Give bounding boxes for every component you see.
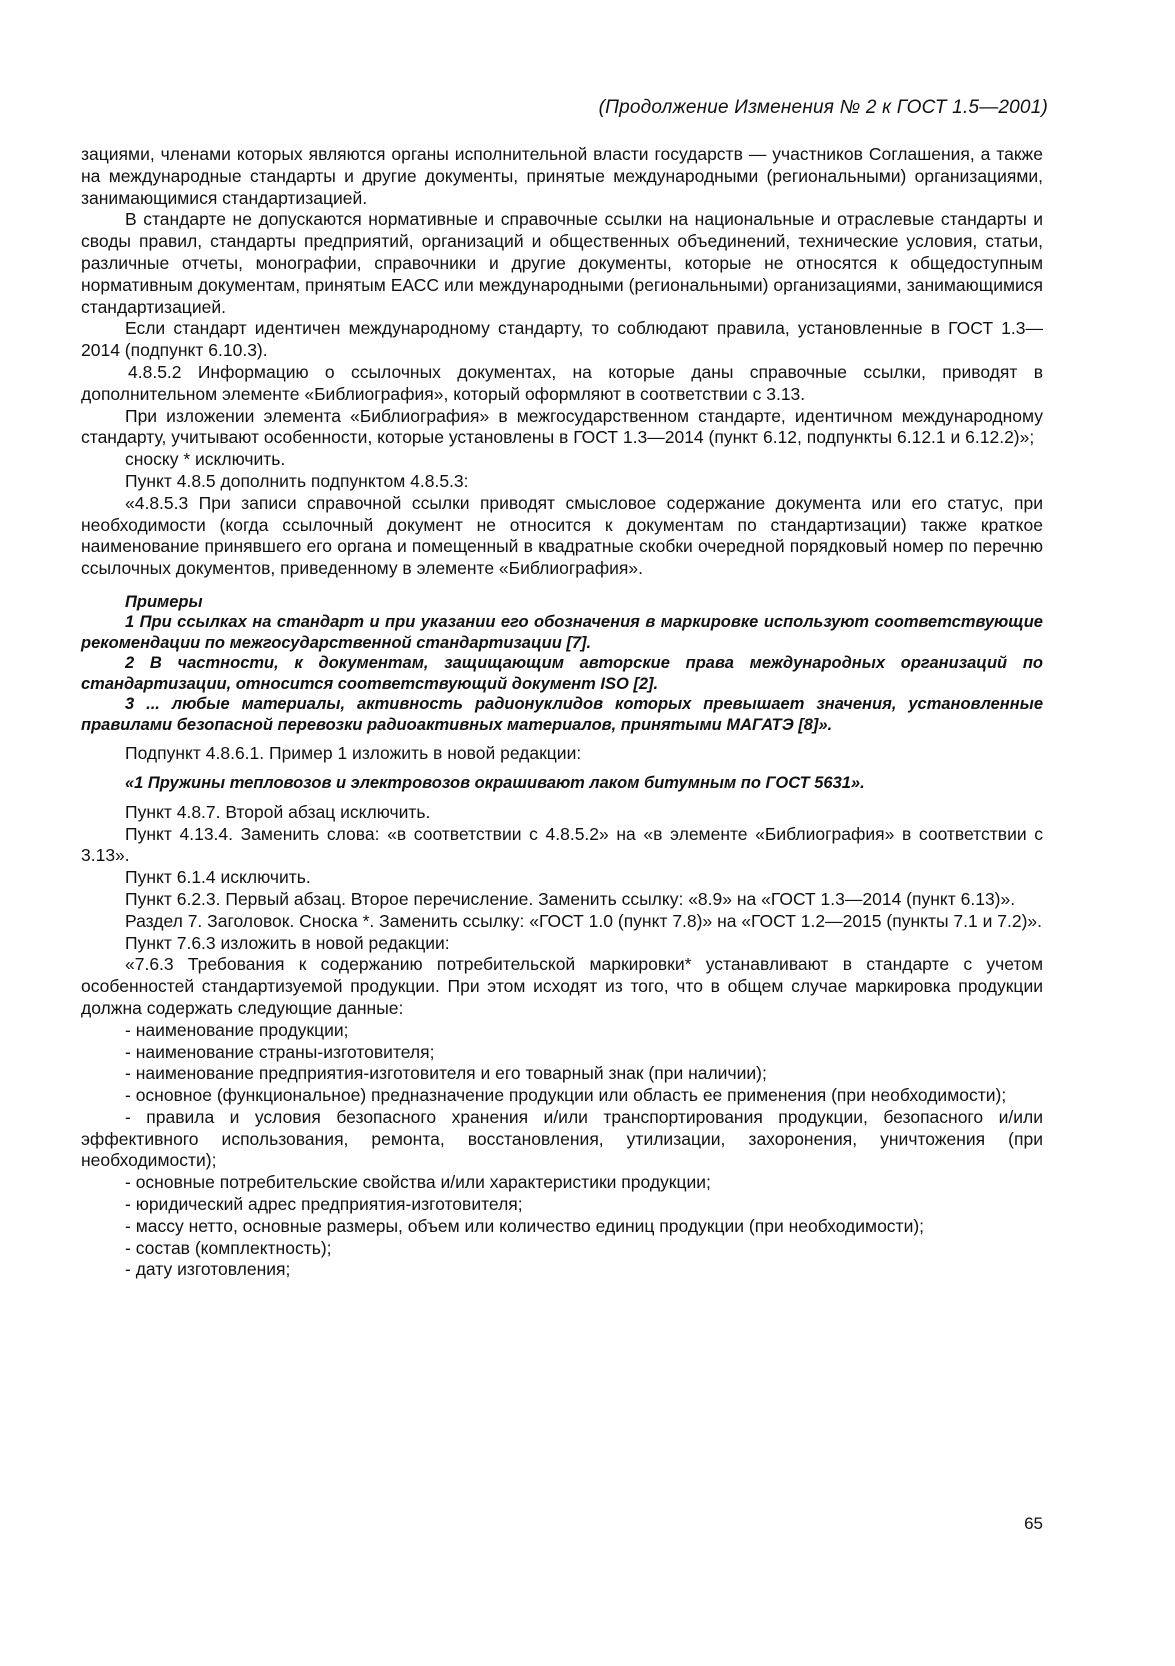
paragraph: Раздел 7. Заголовок. Сноска *. Заменить ссылку: «ГОСТ 1.0 (пункт 7.8)» на «ГОСТ 1.2—2015 (пункты 7.1 и 7.2)». xyxy=(125,910,1042,931)
example-item: 3 ... любые материалы, активность радионуклидов которых превышает значения, установленные правилами безопасной перевозки радиоактивных материалов, принятыми МАГАТЭ [8]». xyxy=(81,695,1043,734)
paragraph: В стандарте не допускаются нормативные и справочные ссылки на национальные и отраслевые стандарты и своды правил, стандарты предприятий, организаций и общественных объединений, технические условия, статьи, различные отчеты, монографии, справочники и другие документы, которые не относятся к общедоступным нормативным документам, принятым ЕАСС или международными (региональными) организациями, занимающимися стандартизацией. xyxy=(81,209,1043,317)
paragraph: Пункт 6.1.4 исключить. xyxy=(125,867,311,888)
paragraph: «7.6.3 Требования к содержанию потребительской маркировки* устанавливают в стандарте с учетом особенностей стандартизуемой продукции. При этом исходят из того, что в общем случае маркировка продукции должна содержать следующие данные: xyxy=(81,954,1043,1018)
paragraph: Подпункт 4.8.6.1. Пример 1 изложить в новой редакции: xyxy=(125,743,582,764)
paragraph: Пункт 7.6.3 изложить в новой редакции: xyxy=(125,932,450,953)
paragraph: Если стандарт идентичен международному стандарту, то соблюдают правила, установленные в ГОСТ 1.3—2014 (подпункт 6.10.3). xyxy=(81,318,1043,361)
list-item: - наименование предприятия-изготовителя и его товарный знак (при наличии); xyxy=(125,1063,767,1084)
paragraph: сноску * исключить. xyxy=(125,449,286,470)
document-body xyxy=(81,144,1043,1281)
paragraph: Пункт 6.2.3. Первый абзац. Второе перечисление. Заменить ссылку: «8.9» на «ГОСТ 1.3—2014 (пункт 6.13)». xyxy=(125,888,1016,909)
paragraph: «4.8.5.3 При записи справочной ссылки приводят смысловое содержание документа или его статус, при необходимости (когда ссылочный документ не относится к документам по стандартизации) также краткое наименование принявшего его органа и помещенный в квадратные скобки очередной порядковый номер по перечню ссылочных документов, приведенному в элементе «Библиография». xyxy=(81,492,1043,579)
paragraph: Пункт 4.8.7. Второй абзац исключить. xyxy=(125,801,431,822)
list-item: - состав (комплектность); xyxy=(125,1237,332,1258)
list-item: - правила и условия безопасного хранения и/или транспортирования продукции, безопасного и/или эффективного использования, ремонта, восстановления, утилизации, захоронения, уничтожения (при необходимости); xyxy=(81,1106,1043,1171)
page-number: 65 xyxy=(1024,1514,1043,1533)
examples-title: Примеры xyxy=(125,592,203,611)
paragraph: Пункт 4.13.4. Заменить слова: «в соответствии с 4.8.5.2» на «в элементе «Библиография» в соответствии с 3.13». xyxy=(81,823,1043,866)
paragraph: зациями, членами которых являются органы исполнительной власти государств — участников Соглашения, а также на международные стандарты и другие документы, принятые международными (региональными) организациями, занимающимися стандартизацией. xyxy=(81,144,1043,208)
list-item: - юридический адрес предприятия-изготовителя; xyxy=(125,1194,523,1215)
example-new: «1 Пружины тепловозов и электровозов окрашивают лаком битумным по ГОСТ 5631». xyxy=(125,774,865,793)
running-header: (Продолжение Изменения № 2 к ГОСТ 1.5—2001) xyxy=(598,97,1048,118)
paragraph: 4.8.5.2 Информацию о ссылочных документах, на которые даны справочные ссылки, приводят в дополнительном элементе «Библиография», который оформляют в соответствии с 3.13. xyxy=(81,361,1043,404)
list-item: - основное (функциональное) предназначение продукции или область ее применения (при необходимости); xyxy=(125,1085,1007,1106)
list-item: - дату изготовления; xyxy=(125,1259,291,1280)
list-item: - основные потребительские свойства и/или характеристики продукции; xyxy=(125,1172,711,1193)
list-item: - массу нетто, основные размеры, объем или количество единиц продукции (при необходимости); xyxy=(125,1215,925,1236)
list-item: - наименование страны-изготовителя; xyxy=(125,1041,435,1062)
paragraph: При изложении элемента «Библиография» в межгосударственном стандарте, идентичном международному стандарту, учитывают особенности, которые установлены в ГОСТ 1.3—2014 (пункт 6.12, подпункты 6.12.1 и 6.12.2)»; xyxy=(81,405,1043,448)
paragraph: Пункт 4.8.5 дополнить подпунктом 4.8.5.3: xyxy=(125,470,469,491)
example-item: 2 В частности, к документам, защищающим авторские права международных организаций по стандартизации, относится соответствующий документ ISO [2]. xyxy=(81,654,1043,693)
example-item: 1 При ссылках на стандарт и при указании его обозначения в маркировке используют соответствующие рекомендации по межгосударственной стандартизации [7]. xyxy=(81,613,1043,652)
list-item: - наименование продукции; xyxy=(125,1019,349,1040)
